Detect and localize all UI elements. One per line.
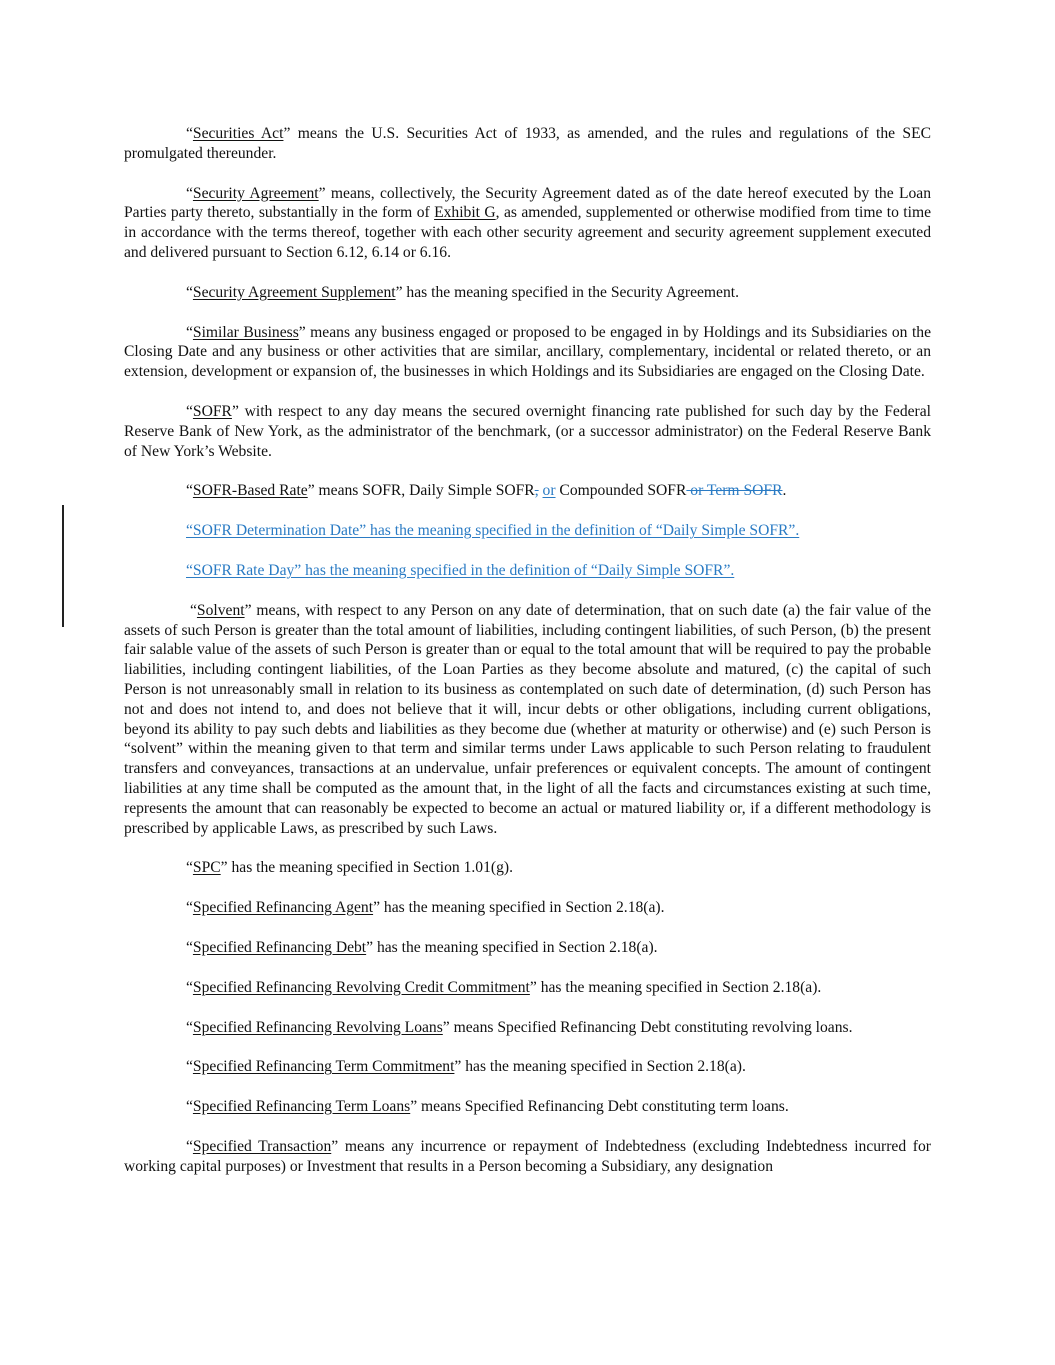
defined-term: Specified Refinancing Debt — [192, 938, 367, 956]
definition-body: ” means Specified Refinancing Debt constituting revolving loans. — [442, 1018, 853, 1036]
definition-specified-refinancing-revolving-loans — [124, 1018, 931, 1038]
defined-term: Specified Transaction — [192, 1137, 332, 1155]
defined-term: Specified Refinancing Revolving Loans — [192, 1018, 443, 1036]
open-quote: “ — [186, 184, 193, 202]
open-quote: “ — [186, 1018, 193, 1036]
defined-term: SPC — [192, 859, 221, 877]
open-quote: “ — [190, 601, 197, 619]
deleted-text: , — [534, 482, 539, 500]
definition-body-continued: , as amended, supplemented or otherwise modified from time to time in accordance with the terms thereof, together with each other security agreement and security agreement supplement executed and delivered pursuant to Section 6.12, 6.14 or 6.16. — [124, 204, 931, 261]
open-quote: “ — [186, 1098, 193, 1116]
definition-sofr-rate-day — [124, 561, 931, 581]
defined-term: Specified Refinancing Revolving Credit Commitment — [192, 978, 530, 996]
definition-body: ” means Specified Refinancing Debt constituting term loans. — [410, 1098, 789, 1116]
definition-security-agreement — [124, 184, 931, 263]
definition-body: ” means any incurrence or repayment of Indebtedness (excluding Indebtedness incurred for working capital purposes) or Investment that results in a Person becoming a Subsidiary, any designation — [124, 1137, 931, 1175]
open-quote: “ — [186, 978, 193, 996]
definition-body: ” has the meaning specified in Section 2.18(a). — [454, 1058, 746, 1076]
definition-specified-refinancing-debt — [124, 938, 931, 958]
defined-term: Securities Act — [192, 125, 284, 142]
definition-security-agreement-supplement — [124, 283, 931, 303]
defined-term: Security Agreement Supplement — [192, 283, 396, 301]
definition-sofr-determination-date — [124, 521, 931, 541]
definition-spc — [124, 858, 931, 878]
definition-body: ” has the meaning specified in the Security Agreement. — [395, 283, 739, 301]
definition-sofr-based-rate — [124, 481, 931, 501]
open-quote: “ — [186, 323, 193, 341]
defined-term: Solvent — [196, 601, 245, 619]
definition-body-end: . — [782, 482, 787, 500]
document-page — [124, 124, 931, 1196]
definition-specified-refinancing-term-commitment — [124, 1057, 931, 1077]
definition-body: ” means any business engaged or proposed to be engaged in by Holdings and its Subsidiaries on the Closing Date and any business or other activities that are similar, ancillary, complementary, incidental or related thereto, or an extension, development or expansion of, the businesses in which Holdings and its Subsidiaries are engaged on the Closing Date. — [124, 323, 932, 381]
open-quote: “ — [186, 402, 193, 420]
inserted-definition: “SOFR Rate Day” has the meaning specified in the definition of “Daily Simple SOFR”. — [186, 561, 735, 579]
definition-similar-business — [124, 323, 931, 382]
exhibit-reference: Exhibit G — [434, 204, 496, 222]
open-quote: “ — [186, 283, 193, 301]
open-quote: “ — [186, 1058, 193, 1076]
revision-change-bar — [62, 505, 64, 627]
definition-sofr — [124, 402, 931, 461]
deleted-text: or Term SOFR — [686, 482, 783, 500]
defined-term: SOFR-Based Rate — [192, 482, 308, 500]
inserted-text: or — [542, 482, 556, 500]
definition-body-continued: Compounded SOFR — [555, 482, 687, 500]
inserted-definition: “SOFR Determination Date” has the meaning specified in the definition of “Daily Simple SOFR”. — [186, 522, 800, 540]
open-quote: “ — [186, 938, 193, 956]
open-quote: “ — [186, 859, 193, 877]
open-quote: “ — [186, 1137, 193, 1155]
defined-term: Similar Business — [192, 323, 299, 341]
definition-body: ” means the U.S. Securities Act of 1933, as amended, and the rules and regulations of the SEC promulgated thereunder. — [124, 125, 932, 162]
definition-body: ” means, with respect to any Person on any date of determination, that on such date (a) the fair value of the assets of such Person is greater than the total amount of liabilities, including contingent liabilities, of such Person, (b) the present fair salable value of the assets of such Person is greater than or equal to the total amount that will be required to pay the probable liabilities, including contingent liabilities, of the Loan Parties as they become absolute and matured, (c) the capital of such Person is not unreasonably small in relation to its business as contemplated on such date of determination, (d) such Person has not and does not intend to, and does not believe that it will, incur debts or other obligations, including current obligations, beyond its ability to pay such debts and liabilities as they become due (whether at maturity or otherwise) and (e) such Person is “solvent” within the meaning given to that term and similar terms under Laws applicable to such Person relating to fraudulent transfers and conveyances, transactions at an undervalue, unfair preferences or equivalent concepts. The amount of contingent liabilities at any time shall be computed as the amount that, in the light of all the facts and circumstances existing at such time, represents the amount that can reasonably be expected to become an actual or matured liability or, if a different methodology is prescribed by applicable Laws, as prescribed by such Laws. — [124, 601, 931, 837]
definition-specified-refinancing-revolving-credit-commitment — [124, 978, 931, 998]
defined-term: Specified Refinancing Term Commitment — [192, 1058, 455, 1076]
definition-specified-refinancing-term-loans — [124, 1097, 931, 1117]
defined-term: Specified Refinancing Agent — [192, 899, 374, 917]
open-quote: “ — [186, 899, 193, 917]
definition-specified-refinancing-agent — [124, 898, 931, 918]
definition-specified-transaction — [124, 1137, 931, 1177]
definition-securities-act — [124, 124, 931, 164]
definition-body: ” has the meaning specified in Section 1.01(g). — [220, 859, 513, 877]
definition-body: ” means, collectively, the Security Agreement dated as of the date hereof executed by the Loan Parties party thereto, substantially in the form of — [124, 184, 932, 222]
definition-body: ” has the meaning specified in Section 2.18(a). — [373, 899, 665, 917]
open-quote: “ — [186, 125, 193, 142]
defined-term: Specified Refinancing Term Loans — [192, 1098, 411, 1116]
definition-body: ” with respect to any day means the secured overnight financing rate published for such day by the Federal Reserve Bank of New York, as the administrator of the benchmark, (or a successor administrator) on the Federal Reserve Bank of New York’s Website. — [124, 402, 931, 460]
definition-body: ” has the meaning specified in Section 2.18(a). — [529, 978, 822, 996]
defined-term: Security Agreement — [192, 184, 319, 202]
definition-body: ” means SOFR, Daily Simple SOFR — [307, 482, 535, 500]
definition-solvent — [124, 601, 931, 839]
open-quote: “ — [186, 482, 193, 500]
defined-term: SOFR — [192, 402, 232, 420]
definition-body: ” has the meaning specified in Section 2.18(a). — [366, 938, 658, 956]
